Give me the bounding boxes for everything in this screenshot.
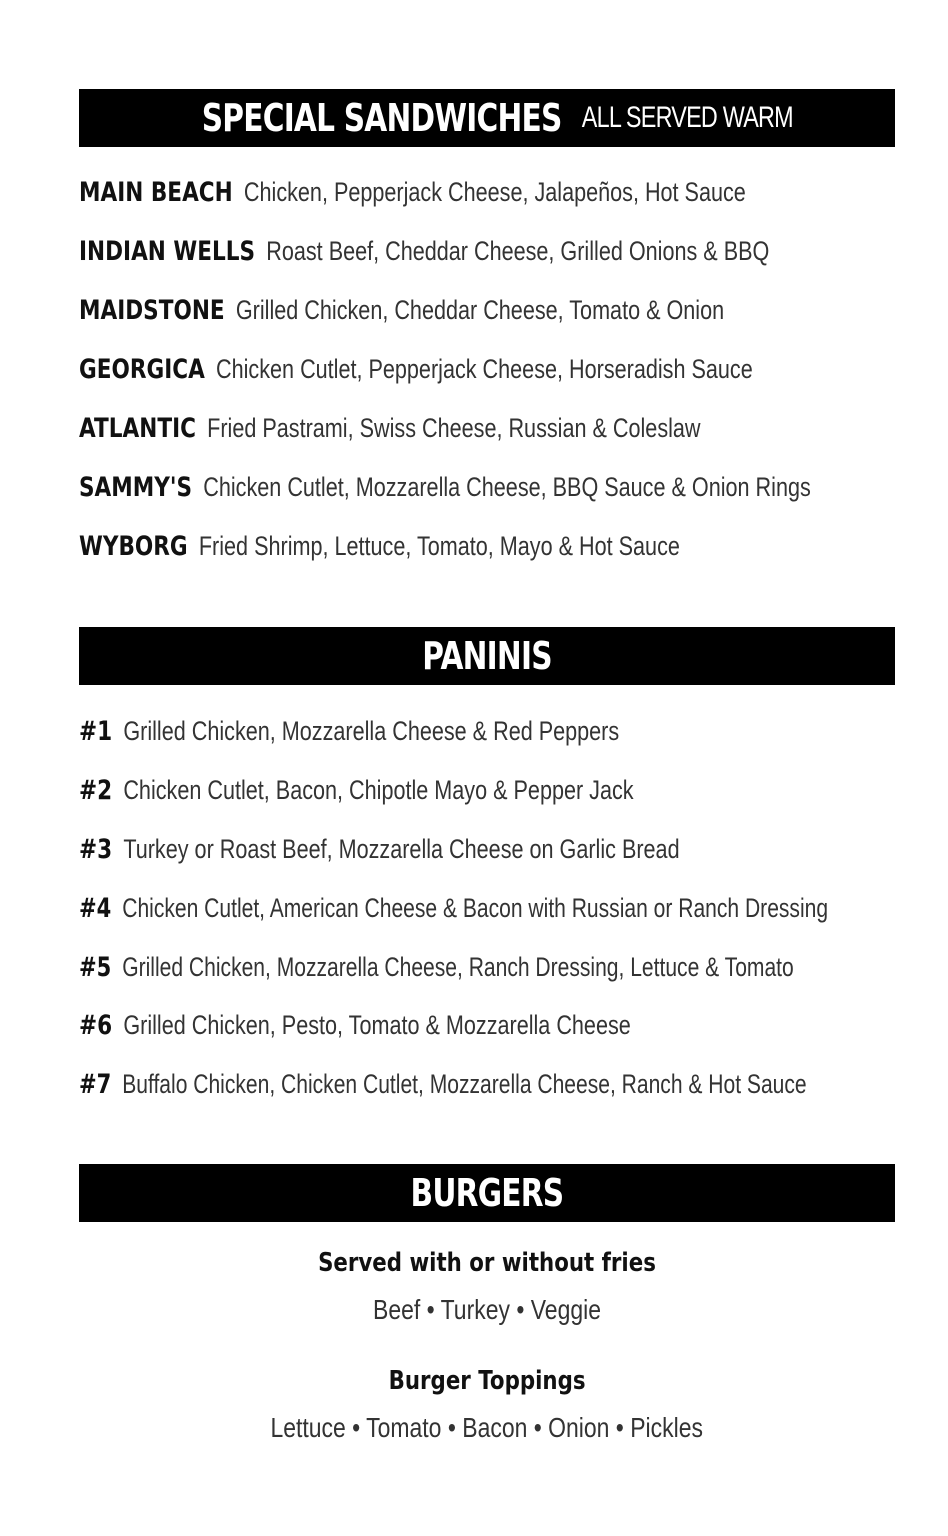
sandwich-row — [79, 526, 680, 566]
special-sandwiches-subtitle: ALL SERVED WARM — [582, 101, 794, 134]
special-sandwiches-banner — [79, 89, 895, 147]
toppings-title-text: Burger Toppings — [388, 1366, 586, 1396]
sandwich-description: Roast Beef, Cheddar Cheese, Grilled Onions & BBQ — [266, 236, 770, 266]
special-sandwiches-title: SPECIAL SANDWICHES — [201, 96, 562, 140]
panini-description: Chicken Cutlet, Bacon, Chipotle Mayo & Pepper Jack — [123, 775, 634, 805]
sandwich-row — [79, 290, 724, 330]
panini-row — [79, 1064, 807, 1104]
sandwich-row — [79, 231, 769, 271]
sandwich-name: MAIDSTONE — [79, 295, 225, 326]
panini-description: Grilled Chicken, Mozzarella Cheese, Ranch Dressing, Lettuce & Tomato — [122, 952, 794, 982]
panini-number: #3 — [79, 834, 113, 865]
toppings-list-text: Lettuce • Tomato • Bacon • Onion • Pickles — [270, 1412, 704, 1443]
panini-description: Turkey or Roast Beef, Mozzarella Cheese on Garlic Bread — [123, 834, 680, 864]
sandwich-description: Fried Pastrami, Swiss Cheese, Russian & Coleslaw — [207, 413, 701, 443]
panini-number: #6 — [79, 1010, 113, 1041]
burger-toppings-heading — [79, 1366, 895, 1396]
burger-toppings-list — [79, 1412, 895, 1444]
panini-row — [79, 1005, 631, 1045]
sandwich-name: MAIN BEACH — [79, 177, 233, 208]
sandwich-row — [79, 408, 701, 448]
sandwich-description: Chicken, Pepperjack Cheese, Jalapeños, Hot Sauce — [243, 177, 746, 207]
panini-row — [79, 829, 680, 869]
sandwich-name: ATLANTIC — [79, 413, 196, 444]
sandwich-name: INDIAN WELLS — [79, 236, 256, 267]
sandwich-row — [79, 349, 753, 389]
burger-options-text: Beef • Turkey • Veggie — [373, 1294, 601, 1325]
sandwich-name: WYBORG — [79, 531, 188, 562]
panini-number: #1 — [79, 716, 113, 747]
burgers-served-note — [79, 1248, 895, 1278]
panini-description: Buffalo Chicken, Chicken Cutlet, Mozzarella Cheese, Ranch & Hot Sauce — [122, 1069, 807, 1099]
burgers-title: BURGERS — [410, 1171, 564, 1215]
burgers-banner — [79, 1164, 895, 1222]
sandwich-description: Chicken Cutlet, Pepperjack Cheese, Horseradish Sauce — [216, 354, 753, 384]
panini-description: Grilled Chicken, Pesto, Tomato & Mozzarella Cheese — [123, 1010, 631, 1040]
sandwich-row — [79, 172, 746, 212]
sandwich-description: Chicken Cutlet, Mozzarella Cheese, BBQ Sauce & Onion Rings — [203, 472, 811, 502]
panini-description: Chicken Cutlet, American Cheese & Bacon with Russian or Ranch Dressing — [122, 893, 829, 923]
panini-row — [79, 711, 619, 751]
panini-row — [79, 770, 634, 810]
panini-description: Grilled Chicken, Mozzarella Cheese & Red Peppers — [123, 716, 620, 746]
sandwich-description: Fried Shrimp, Lettuce, Tomato, Mayo & Hot Sauce — [198, 531, 680, 561]
sandwich-name: SAMMY'S — [79, 472, 193, 503]
burger-options — [79, 1294, 895, 1326]
paninis-banner — [79, 627, 895, 685]
panini-number: #2 — [79, 775, 113, 806]
panini-number: #5 — [79, 952, 112, 983]
panini-number: #7 — [79, 1069, 112, 1100]
panini-row — [79, 947, 794, 987]
sandwich-description: Grilled Chicken, Cheddar Cheese, Tomato & Onion — [235, 295, 725, 325]
panini-row — [79, 888, 828, 928]
sandwich-name: GEORGICA — [79, 354, 205, 385]
paninis-title: PANINIS — [422, 634, 552, 678]
panini-number: #4 — [79, 893, 112, 924]
served-note-text: Served with or without fries — [318, 1248, 656, 1278]
sandwich-row — [79, 467, 811, 507]
